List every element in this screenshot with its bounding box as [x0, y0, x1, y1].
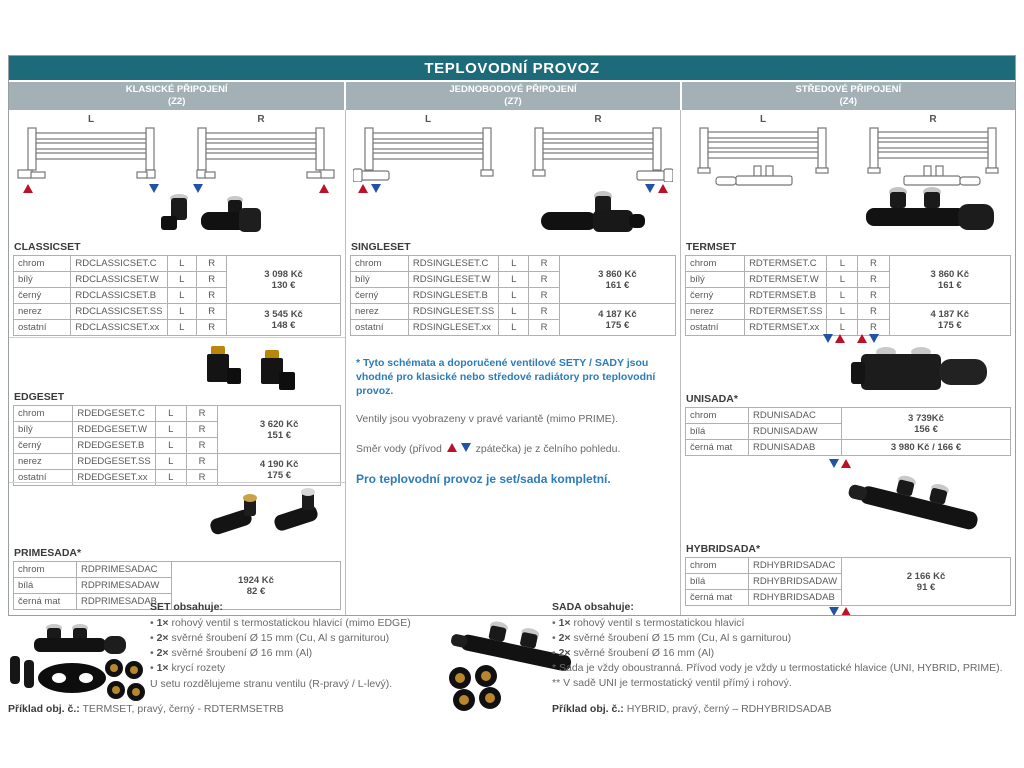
cell-right-variant: R [858, 256, 889, 272]
cell-right-variant: R [186, 438, 217, 454]
flow-return-icon [829, 459, 839, 468]
cell-finish: ostatní [14, 470, 73, 486]
edgeset-table-host [13, 405, 341, 486]
page-title: TEPLOVODNÍ PROVOZ [9, 56, 1015, 80]
product-table [13, 405, 341, 486]
set-title-hybridsada: HYBRIDSADA* [686, 543, 761, 555]
cell-order-code: RDTERMSET.B [745, 288, 827, 304]
diagram-label-l: L [759, 114, 767, 125]
cell-price: 4 187 Kč 175 € [559, 304, 675, 336]
cell-order-code: RDHYBRIDSADAC [748, 558, 841, 574]
product-table [350, 255, 676, 336]
cell-finish: nerez [14, 304, 71, 320]
note-flow-prefix: Směr vody (přívod [356, 443, 442, 455]
cell-right-variant: R [186, 470, 217, 486]
sada-contents-block [552, 600, 1014, 691]
cell-left-variant: L [167, 320, 197, 336]
cell-finish: bílý [351, 272, 409, 288]
cell-left-variant: L [155, 454, 186, 470]
list-item: • 2× svěrné šroubení Ø 16 mm (Al) [150, 646, 495, 661]
cell-finish: nerez [14, 454, 73, 470]
order-example-text: HYBRID, pravý, černý – RDHYBRIDSADAB [626, 703, 832, 715]
column-header-code: (Z2) [167, 96, 186, 107]
product-table [13, 255, 341, 336]
cell-price: 3 620 Kč 151 € [218, 406, 341, 454]
list-item: * Sada je vždy oboustranná. Přívod vody je vždy u termostatické hlavice (UNI, HYBRID, PRIME). [552, 662, 1003, 674]
column-header-band [9, 80, 1015, 110]
cell-finish: ostatní [686, 320, 745, 336]
product-table [685, 557, 1011, 606]
cell-right-variant: R [197, 272, 227, 288]
classicset-table-host [13, 255, 341, 336]
cell-finish: černá mat [686, 440, 749, 456]
radiator-schematic [353, 126, 503, 182]
cell-finish: chrom [14, 562, 77, 578]
unisada-flow-arrows [829, 459, 851, 468]
cell-right-variant: R [197, 256, 227, 272]
diagram-label-r: R [594, 114, 602, 125]
cell-right-variant: R [197, 288, 227, 304]
cell-finish: nerez [686, 304, 745, 320]
cell-finish: nerez [351, 304, 409, 320]
column-header-code: (Z7) [504, 96, 522, 107]
column-header-label: STŘEDOVÉ PŘIPOJENÍ [795, 84, 902, 95]
cell-finish: černý [686, 288, 745, 304]
list-item: • 1× krycí rozety [150, 661, 495, 676]
cell-right-variant: R [529, 320, 559, 336]
radiator-schematic [16, 126, 166, 182]
list-item: • 2× svěrné šroubení Ø 15 mm (Cu, Al s garniturou) [150, 631, 495, 646]
cell-finish: černá mat [14, 594, 77, 610]
flow-return-icon [371, 184, 381, 193]
cell-right-variant: R [858, 272, 889, 288]
cell-order-code: RDPRIMESADAC [77, 562, 172, 578]
sada-contents-list [552, 616, 1014, 661]
section-divider [9, 337, 345, 338]
flow-supply-icon [447, 443, 457, 452]
cell-order-code: RDSINGLESET.C [408, 256, 498, 272]
cell-left-variant: L [499, 320, 529, 336]
cell-finish: bílý [686, 272, 745, 288]
table-row [686, 440, 1011, 456]
set-title-classicset: CLASSICSET [14, 241, 81, 253]
cell-order-code: RDCLASSICSET.W [71, 272, 167, 288]
cell-price: 3 098 Kč 130 € [227, 256, 341, 304]
cell-finish: bílá [686, 574, 749, 590]
section-divider [9, 482, 345, 483]
cell-order-code: RDUNISADAB [749, 440, 842, 456]
cell-finish: černá mat [686, 590, 749, 606]
cell-order-code: RDHYBRIDSADAW [748, 574, 841, 590]
cell-right-variant: R [186, 406, 217, 422]
singleset-photo [511, 188, 661, 244]
cell-order-code: RDEDGESET.xx [73, 470, 155, 486]
unisada-photo [831, 344, 1001, 396]
cell-price: 3 739Kč 156 € [842, 408, 1011, 440]
cell-order-code: RDSINGLESET.SS [408, 304, 498, 320]
order-example-label: Příklad obj. č.: [8, 703, 80, 715]
cell-price: 4 190 Kč 175 € [218, 454, 341, 486]
table-row [14, 562, 341, 578]
note-schemas: * Tyto schémata a doporučené ventilové SETY / SADY jsou vhodné pro klasické nebo středové radiátory pro teplovodní provoz. [356, 357, 656, 397]
cell-left-variant: L [499, 256, 529, 272]
set-title-edgeset: EDGESET [14, 391, 65, 403]
cell-order-code: RDSINGLESET.xx [408, 320, 498, 336]
column-header-label: KLASICKÉ PŘIPOJENÍ [125, 84, 228, 95]
cell-order-code: RDEDGESET.B [73, 438, 155, 454]
cell-finish: chrom [686, 408, 749, 424]
note-complete: Pro teplovodní provoz je set/sada kompletní. [356, 472, 611, 486]
cell-left-variant: L [167, 272, 197, 288]
diagram-label-r: R [929, 114, 937, 125]
cell-left-variant: L [827, 272, 858, 288]
cell-right-variant: R [858, 320, 889, 336]
set-title-unisada: UNISADA* [686, 393, 738, 405]
termset-photo [846, 184, 1006, 242]
cell-left-variant: L [155, 438, 186, 454]
cell-right-variant: R [197, 304, 227, 320]
cell-right-variant: R [858, 304, 889, 320]
cell-left-variant: L [827, 256, 858, 272]
singleset-table-host [350, 255, 676, 336]
flow-supply-icon [358, 184, 368, 193]
cell-order-code: RDUNISADAC [749, 408, 842, 424]
radiator-schematic [523, 126, 673, 182]
flow-supply-icon [835, 334, 845, 343]
table-row [686, 256, 1011, 272]
diagram-label-l: L [424, 114, 432, 125]
hybridsada-photo [839, 472, 1009, 544]
cell-order-code: RDEDGESET.W [73, 422, 155, 438]
column-klasicke [9, 110, 345, 615]
cell-left-variant: L [499, 304, 529, 320]
list-item: • 2× svěrné šroubení Ø 16 mm (Al) [552, 646, 1014, 661]
cell-finish: chrom [686, 558, 749, 574]
cell-left-variant: L [827, 304, 858, 320]
table-row [351, 256, 676, 272]
cell-price: 1924 Kč 82 € [172, 562, 341, 610]
flow-supply-icon [23, 184, 33, 193]
cell-right-variant: R [529, 288, 559, 304]
cell-right-variant: R [186, 422, 217, 438]
cell-order-code: RDTERMSET.C [745, 256, 827, 272]
order-example-label: Příklad obj. č.: [552, 703, 624, 715]
cell-order-code: RDEDGESET.C [73, 406, 155, 422]
termset-table-host [685, 255, 1011, 336]
cell-right-variant: R [197, 320, 227, 336]
cell-right-variant: R [529, 304, 559, 320]
sada-contents-footnotes [552, 661, 1014, 691]
column-jednobodove [345, 110, 680, 615]
table-row [14, 256, 341, 272]
flow-supply-icon [841, 459, 851, 468]
cell-left-variant: L [155, 422, 186, 438]
cell-left-variant: L [499, 272, 529, 288]
cell-price: 3 545 Kč 148 € [227, 304, 341, 336]
cell-price: 2 166 Kč 91 € [842, 558, 1011, 606]
cell-left-variant: L [827, 320, 858, 336]
sada-contents-heading: SADA obsahuje: [552, 601, 634, 613]
cell-order-code: RDSINGLESET.B [408, 288, 498, 304]
cell-finish: bílá [686, 424, 749, 440]
cell-order-code: RDPRIMESADAB [77, 594, 172, 610]
cell-finish: černý [14, 438, 73, 454]
cell-left-variant: L [155, 470, 186, 486]
cell-price: 3 980 Kč / 166 € [842, 440, 1011, 456]
cell-finish: chrom [14, 256, 71, 272]
cell-left-variant: L [167, 256, 197, 272]
cell-order-code: RDPRIMESADAW [77, 578, 172, 594]
radiator-schematic [858, 126, 1008, 192]
list-item: • 2× svěrné šroubení Ø 15 mm (Cu, Al s garniturou) [552, 631, 1014, 646]
cell-right-variant: R [858, 288, 889, 304]
diagram-label-l: L [87, 114, 95, 125]
cell-right-variant: R [186, 454, 217, 470]
cell-left-variant: L [499, 288, 529, 304]
table-row [14, 304, 341, 320]
cell-finish: ostatní [351, 320, 409, 336]
cell-finish: bílý [14, 422, 73, 438]
radiator-diagram-central-left [687, 114, 839, 192]
cell-order-code: RDUNISADAW [749, 424, 842, 440]
column-header-klasicke [9, 82, 344, 110]
cell-order-code: RDTERMSET.xx [745, 320, 827, 336]
cell-order-code: RDEDGESET.SS [73, 454, 155, 470]
product-table [685, 255, 1011, 336]
cell-left-variant: L [827, 288, 858, 304]
radiator-diagram-classic-left [15, 114, 167, 196]
cell-finish: chrom [351, 256, 409, 272]
flow-return-icon [461, 443, 471, 452]
diagram-label-r: R [257, 114, 265, 125]
flow-return-icon [869, 334, 879, 343]
order-example-text: TERMSET, pravý, černý - RDTERMSETRB [82, 703, 284, 715]
cell-order-code: RDTERMSET.W [745, 272, 827, 288]
set-contents-footnote: U setu rozdělujeme stranu ventilu (R-pravý / L-levý). [150, 678, 393, 690]
cell-finish: černý [14, 288, 71, 304]
cell-order-code: RDCLASSICSET.C [71, 256, 167, 272]
column-header-label: JEDNOBODOVÉ PŘIPOJENÍ [449, 84, 577, 95]
cell-left-variant: L [167, 288, 197, 304]
set-title-termset: TERMSET [686, 241, 737, 253]
cell-price: 3 860 Kč 161 € [559, 256, 675, 304]
column-header-code: (Z4) [839, 96, 858, 107]
flow-supply-icon [857, 334, 867, 343]
cell-finish: bílá [14, 578, 77, 594]
set-contents-heading: SET obsahuje: [150, 601, 223, 613]
radiator-diagram-single-right [522, 114, 674, 196]
set-title-singleset: SINGLESET [351, 241, 411, 253]
flow-return-icon [823, 334, 833, 343]
radiator-schematic [688, 126, 838, 192]
radiator-diagram-single-left [352, 114, 504, 196]
radiator-diagram-classic-right [185, 114, 337, 196]
note-flow-suffix: zpátečka) je z čelního pohledu. [475, 443, 621, 455]
set-components-photo [6, 618, 146, 710]
list-item: • 1× rohový ventil s termostatickou hlavicí [552, 616, 1014, 631]
cell-order-code: RDHYBRIDSADAB [748, 590, 841, 606]
cell-order-code: RDCLASSICSET.xx [71, 320, 167, 336]
flow-supply-icon [319, 184, 329, 193]
table-row [351, 304, 676, 320]
termset-flow-arrows [823, 334, 879, 343]
cell-finish: černý [351, 288, 409, 304]
radiator-schematic [186, 126, 336, 182]
catalog-frame [8, 55, 1016, 616]
unisada-table-host [685, 407, 1011, 456]
list-item: ** V sadě UNI je termostatický ventil přímý i rohový. [552, 677, 792, 689]
classicset-photo [139, 188, 279, 242]
edgeset-photo [197, 342, 309, 400]
column-header-stredove [680, 82, 1015, 110]
cell-price: 4 187 Kč 175 € [889, 304, 1010, 336]
column-stredove [680, 110, 1015, 615]
cell-left-variant: L [155, 406, 186, 422]
cell-left-variant: L [167, 304, 197, 320]
cell-price: 3 860 Kč 161 € [889, 256, 1010, 304]
product-table [685, 407, 1011, 456]
order-example-right [552, 703, 832, 715]
cell-order-code: RDTERMSET.SS [745, 304, 827, 320]
table-row [686, 408, 1011, 424]
cell-finish: chrom [14, 406, 73, 422]
cell-order-code: RDCLASSICSET.B [71, 288, 167, 304]
cell-order-code: RDCLASSICSET.SS [71, 304, 167, 320]
hybridsada-table-host [685, 557, 1011, 606]
cell-right-variant: R [529, 272, 559, 288]
radiator-diagram-central-right [857, 114, 1009, 192]
cell-right-variant: R [529, 256, 559, 272]
cell-finish: ostatní [14, 320, 71, 336]
set-title-primesada: PRIMESADA* [14, 547, 82, 559]
note-flow-direction [356, 442, 670, 456]
list-item: • 1× rohový ventil s termostatickou hlavicí (mimo EDGE) [150, 616, 495, 631]
columns-area [9, 110, 1015, 615]
column-header-jednobodove [344, 82, 679, 110]
table-row [686, 304, 1011, 320]
order-example-left [8, 703, 284, 715]
cell-order-code: RDSINGLESET.W [408, 272, 498, 288]
note-variant: Ventily jsou vyobrazeny v pravé variantě (mimo PRIME). [356, 413, 619, 425]
primesada-photo [194, 486, 339, 546]
cell-finish: chrom [686, 256, 745, 272]
table-row [14, 406, 341, 422]
table-row [14, 454, 341, 470]
table-row [686, 558, 1011, 574]
cell-finish: bílý [14, 272, 71, 288]
